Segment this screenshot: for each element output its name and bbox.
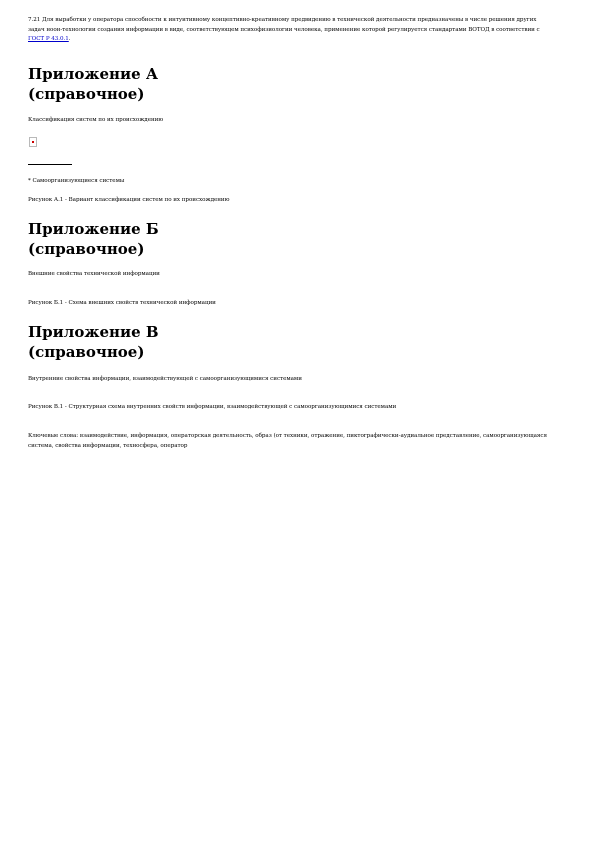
appendix-b-title-line1: Приложение Б xyxy=(28,220,159,238)
appendix-a-title-line2: (справочное) xyxy=(28,85,145,103)
intro-paragraph xyxy=(28,16,548,45)
keywords-paragraph: Ключевые слова: взаимодействие, информация, операторская деятельность, образ (от техники, отражение, пиктографически-аудиальное представление, самоорганизующаяся система, свойства информации, техносфера, оператор xyxy=(28,433,547,449)
appendix-v-subtitle: Внутренние свойства информации, взаимодействующей с самоорганизующимися системами xyxy=(28,376,302,382)
appendix-b-subtitle: Внешние свойства технической информации xyxy=(28,271,160,277)
gost-link[interactable]: ГОСТ Р 43.0.1 xyxy=(28,36,69,42)
appendix-v-title xyxy=(28,322,159,362)
appendix-a-title xyxy=(28,64,158,104)
appendix-a-footnote: * Самоорганизующиеся системы xyxy=(28,178,125,184)
appendix-v-title-line1: Приложение В xyxy=(28,323,159,341)
footnote-divider xyxy=(28,164,72,165)
appendix-a-subtitle: Классификация систем по их происхождению xyxy=(28,117,164,123)
appendix-v-title-line2: (справочное) xyxy=(28,343,145,361)
appendix-b-caption: Рисунок Б.1 - Схема внешних свойств технической информации xyxy=(28,300,216,306)
appendix-a-title-line1: Приложение А xyxy=(28,65,159,83)
appendix-b-title xyxy=(28,219,159,259)
intro-text: 7.21 Для выработки у оператора способности к интуитивному концептивно-креативному предвидению в технической деятельности предназначены в числе решения других задач ноон-технологии создания информации в виде, соответствующем психофизиологии человека, применение которой регулируется стандартами ВОТОД в соответствии с xyxy=(28,17,540,33)
broken-image-icon xyxy=(29,137,37,147)
intro-text-end: . xyxy=(68,36,71,42)
appendix-b-title-line2: (справочное) xyxy=(28,240,145,258)
appendix-v-caption: Рисунок В.1 - Структурная схема внутренних свойств информации, взаимодействующей с самоорганизующимися системами xyxy=(28,404,397,410)
appendix-a-caption: Рисунок А.1 - Вариант классификации систем по их происхождению xyxy=(28,197,230,203)
